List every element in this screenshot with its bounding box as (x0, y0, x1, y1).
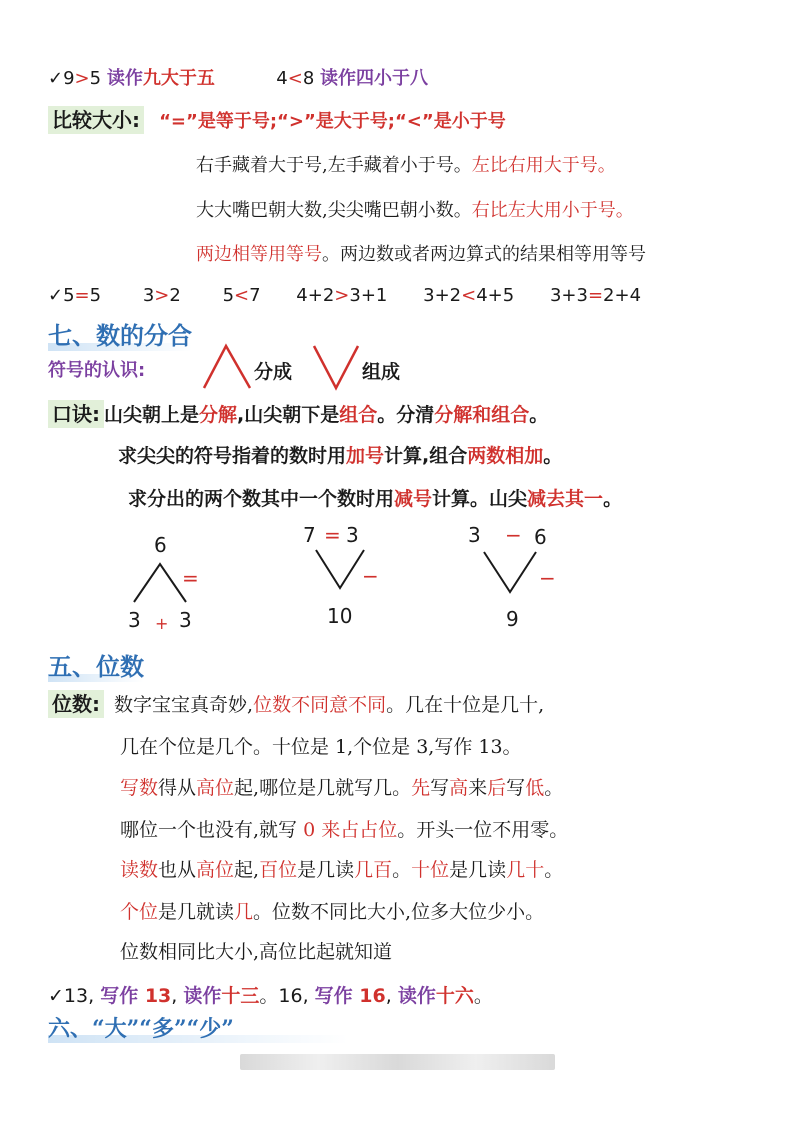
koujue-line-3: 求分出的两个数其中一个数时用减号计算。山尖减去其一。 (128, 488, 623, 510)
digit-line-3: 写数得从高位起,哪位是几就写几。先写高来后写低。 (120, 777, 564, 799)
digit-line-2: 几在个位是几个。十位是 1,个位是 3,写作 13。 (120, 736, 522, 758)
diagram3-bottom: 9 (506, 607, 519, 631)
digit-line-7: 位数相同比大小,高位比起就知道 (120, 941, 393, 963)
compare-line-1: 右手藏着大于号,左手藏着小于号。左比右用大于号。 (196, 155, 616, 176)
compare-line-2: 大大嘴巴朝大数,尖尖嘴巴朝小数。右比左大用小于号。 (196, 200, 634, 221)
example-row-compare: ✓5=5 3>2 5<7 4+2>3+1 3+2<4+5 3+3=2+4 (48, 285, 642, 306)
diagram2-equal: = (324, 523, 341, 547)
diagram3-right: 6 (534, 525, 547, 549)
digit-line-5: 读数也从高位起,百位是几读几百。十位是几读几十。 (120, 859, 564, 881)
digit-label: 位数: (48, 690, 104, 718)
diagram2-bottom: 10 (327, 604, 353, 628)
diagram1-top: 6 (154, 533, 167, 557)
koujue-label: 口诀: (48, 400, 104, 428)
cutoff-heading: 六、“大”“多”“少” (48, 1012, 348, 1043)
split-label: 分成 (254, 361, 293, 383)
digit-line-4: 哪位一个也没有,就写 0 来占占位。开头一位不用零。 (120, 819, 569, 841)
diagram1-right: 3 (179, 608, 192, 632)
diagram3-left: 3 (468, 523, 481, 547)
check-icon: ✓ (48, 68, 64, 89)
compare-line (48, 104, 506, 133)
combine-label: 组成 (362, 361, 401, 383)
combine-symbol-icon (310, 342, 362, 392)
split-symbol-icon (200, 342, 260, 392)
example-row-read: ✓9>5 读作九大于五 4<8 读作四小于八 (48, 68, 429, 89)
example-row-write-read: ✓13, 写作 13, 读作十三。16, 写作 16, 读作十六。 (48, 985, 493, 1007)
digit-line-1: 位数: 数字宝宝真奇妙,位数不同意不同。几在十位是几十, (48, 688, 544, 717)
diagram2-right: 3 (346, 523, 359, 547)
diagram2-minus: − (362, 564, 379, 588)
symbol-line: 符号的认识: (48, 360, 146, 381)
compare-label: 比较大小: (48, 106, 144, 134)
diagram3-minus: − (539, 566, 556, 590)
blurred-footer-bar (240, 1054, 555, 1070)
diagram3-minus-top: − (505, 523, 522, 547)
diagram1-left: 3 (128, 608, 141, 632)
diagram3-combine-icon (480, 548, 540, 596)
diagram2-left: 7 (303, 523, 316, 547)
diagram1-equal: = (182, 566, 199, 590)
compare-line-3: 两边相等用等号。两边数或者两边算式的结果相等用等号 (196, 244, 646, 265)
koujue-line-2: 求尖尖的符号指着的数时用加号计算,组合两数相加。 (118, 445, 563, 467)
section-heading-5: 五、位数 (48, 647, 144, 682)
diagram2-combine-icon (312, 546, 368, 592)
section-heading-7: 七、数的分合 (48, 316, 192, 351)
compare-rule: “=”是等于号;“>”是大于号;“<”是小于号 (159, 111, 506, 132)
diagram1-plus: + (155, 614, 169, 633)
koujue-line-1: 口诀: 山尖朝上是分解,山尖朝下是组合。分清分解和组合。 (48, 398, 548, 427)
digit-line-6: 个位是几就读几。位数不同比大小,位多大位少小。 (120, 901, 545, 923)
diagram1-split-icon (130, 560, 194, 606)
cutoff-heading-clip (48, 1014, 348, 1042)
